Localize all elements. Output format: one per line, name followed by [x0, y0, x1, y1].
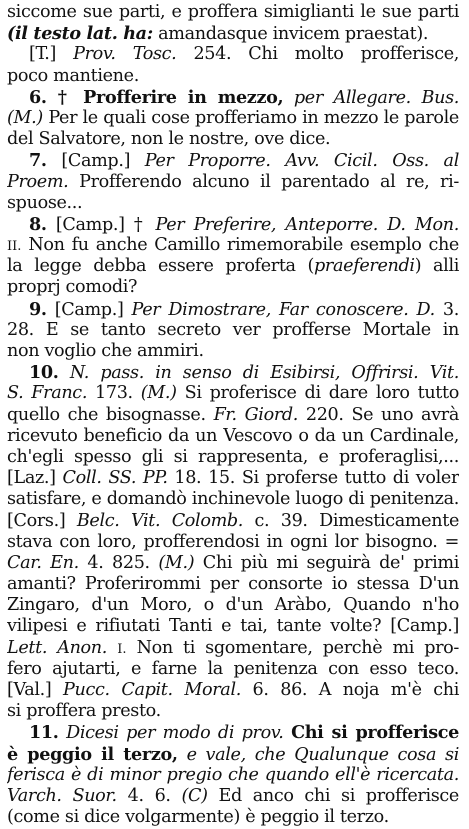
text-line	[7, 172, 459, 193]
text-segment: ferisca è di minor pregio che quando ell'è ricercata.	[7, 764, 459, 785]
text-segment: ) alli	[414, 256, 459, 277]
text-segment: 6. † Profferire in mezzo,	[29, 86, 284, 108]
text-segment: 11.	[29, 722, 59, 744]
text-line	[7, 23, 459, 44]
text-line	[7, 659, 459, 680]
text-segment: vilipesi e rifiutati Tanti e tai, tante volte? [Camp.]	[7, 616, 459, 637]
text-segment: 3.	[434, 299, 459, 320]
text-segment: Coll. SS. PP.	[62, 468, 168, 489]
text-line	[7, 44, 459, 65]
text-segment	[178, 745, 187, 765]
text-line	[7, 108, 459, 129]
text-segment: S. Franc.	[7, 383, 88, 404]
text-line	[7, 2, 459, 23]
text-segment: (M.)	[7, 107, 43, 128]
text-segment: 6. 86. A noja m'è chi	[240, 680, 459, 700]
text-segment: Fr. Giord.	[213, 404, 299, 425]
text-line	[7, 595, 459, 616]
text-line	[7, 383, 459, 404]
text-line	[7, 807, 459, 828]
text-segment: II.	[7, 239, 22, 255]
text-segment: Per Dimostrare, Far conoscere. D.	[131, 299, 435, 320]
text-segment: Chi più mi seguirà de' primi	[194, 552, 459, 573]
text-line	[7, 405, 459, 426]
text-segment: si proffera presto.	[7, 701, 161, 722]
text-line	[7, 616, 459, 637]
text-segment: Car. En.	[7, 552, 79, 573]
text-segment: c. 39. Dimesticamente	[243, 510, 459, 531]
text-segment: 4. 825.	[78, 552, 159, 573]
text-segment: 10.	[29, 362, 59, 384]
text-segment: 220. Se uno avrà	[298, 404, 459, 425]
text-segment: ricevuto beneficio da un Vescovo o da un Cardinale,	[7, 425, 459, 446]
text-segment	[283, 88, 294, 108]
text-line	[7, 66, 459, 87]
text-line	[7, 722, 459, 743]
text-segment: amandasque invicem praestat).	[152, 24, 429, 45]
text-segment	[284, 723, 292, 743]
text-segment: la legge debba essere proferta (	[7, 256, 315, 277]
text-line	[7, 277, 459, 298]
text-segment: [Camp.]	[46, 299, 132, 320]
text-segment: e vale, che Qualunque cosa si	[186, 744, 459, 765]
text-segment: Prov. Tosc.	[73, 44, 177, 65]
text-line	[7, 320, 459, 341]
text-line	[7, 256, 459, 277]
text-segment: [T.]	[29, 44, 74, 65]
text-line	[7, 468, 459, 489]
text-segment: fero ajutarti, e farne la penitenza con esso teco.	[7, 658, 459, 679]
text-segment	[107, 638, 117, 658]
text-line	[7, 765, 459, 786]
text-line	[7, 235, 459, 256]
text-line	[7, 786, 459, 807]
text-line	[7, 574, 459, 595]
text-segment: [Laz.]	[7, 468, 63, 489]
text-segment: 8.	[29, 213, 47, 235]
text-segment: è peggio il terzo,	[7, 743, 178, 765]
text-segment: 254. Chi molto profferisce,	[176, 44, 459, 65]
text-line	[7, 511, 459, 532]
text-segment: quello che bisognasse.	[7, 404, 214, 425]
text-segment: (M.)	[140, 383, 177, 404]
text-segment: Chi si profferisce	[291, 722, 459, 744]
text-line	[7, 680, 459, 701]
text-line	[7, 701, 459, 722]
text-segment: Ed anco chi si profferisce	[207, 785, 459, 806]
text-line	[7, 150, 459, 171]
text-segment: Per le quali cose profferiamo in mezzo le parole	[42, 107, 459, 128]
text-segment: 4. 6.	[116, 785, 182, 806]
text-segment: [Camp.] †	[46, 214, 156, 235]
text-segment: [Cors.]	[7, 510, 77, 531]
text-line	[7, 638, 459, 659]
text-segment: Non ti sgomentare, perchè mi pro-	[126, 637, 459, 658]
text-segment: Varch. Suor.	[7, 785, 117, 806]
text-line	[7, 214, 459, 235]
text-line	[7, 129, 459, 150]
text-segment: proprj comodi?	[7, 277, 138, 298]
text-segment	[59, 363, 70, 383]
text-line	[7, 447, 459, 468]
text-segment: (C)	[181, 785, 208, 806]
text-line	[7, 744, 459, 765]
text-line	[7, 341, 459, 362]
text-line	[7, 489, 459, 510]
text-segment: Lett. Anon.	[7, 637, 108, 658]
text-segment: Per Proporre. Avv. Cicil. Oss. al	[144, 151, 459, 172]
text-segment: satisfare, e domandò inchinevole luogo di penitenza.	[7, 489, 459, 510]
text-line	[7, 426, 459, 447]
text-segment: N. pass. in senso di Esibirsi, Offrirsi. Vit.	[69, 363, 459, 384]
text-segment: [Camp.]	[46, 151, 145, 172]
text-segment: (come si dice volgarmente) è peggio il terzo.	[7, 807, 389, 828]
text-line	[7, 299, 459, 320]
text-segment: poco mantiene.	[7, 65, 139, 86]
text-segment: praeferendi	[314, 256, 415, 277]
text-segment: Per Preferire, Anteporre. D. Mon.	[155, 214, 459, 235]
text-segment: (il testo lat. ha:	[7, 23, 153, 45]
text-segment: non voglio che ammiri.	[7, 341, 204, 361]
text-segment: stava con loro, profferendosi in ogni lor bisogno. =	[7, 531, 459, 552]
text-segment: Zingaro, d'un Moro, o d'un Aràbo, Quando n'ho	[7, 595, 459, 616]
text-segment: Belc. Vit. Colomb.	[76, 510, 244, 531]
text-line	[7, 553, 459, 574]
text-segment: (M.)	[158, 552, 195, 573]
text-segment: Proem.	[7, 171, 69, 192]
text-line	[7, 193, 459, 214]
text-segment: [Val.]	[7, 680, 64, 700]
text-line	[7, 532, 459, 553]
text-segment: I.	[117, 641, 127, 657]
text-segment: ch'egli spesso gli si rappresenta, e proferaglisi,...	[7, 446, 459, 467]
text-segment: Si proferisce di dare loro tutto	[176, 383, 459, 404]
text-line	[7, 87, 459, 108]
text-segment	[59, 723, 67, 743]
text-segment: siccome sue parti, e proffera simiglianti le sue parti	[7, 2, 459, 22]
text-segment: del Salvatore, non le nostre, ove dice.	[7, 129, 331, 150]
text-segment: Non fu anche Camillo rimemorabile esemplo che	[21, 235, 459, 256]
text-segment: 28. E se tanto secreto ver profferse Mortale in	[7, 319, 459, 340]
text-segment: 173.	[87, 383, 141, 404]
text-segment: 7.	[29, 150, 47, 172]
text-segment: spuose...	[7, 192, 83, 213]
text-segment: 9.	[29, 298, 47, 320]
text-line	[7, 362, 459, 383]
text-segment: 18. 15. Si proferse tutto di voler	[167, 468, 459, 489]
text-segment: Dicesi per modo di prov.	[66, 723, 284, 744]
text-segment: Profferendo alcuno il parentado al re, ri-	[68, 171, 459, 192]
text-segment: amanti? Proferirommi per consorte io stessa D'un	[7, 574, 459, 595]
text-segment: Pucc. Capit. Moral.	[63, 680, 241, 700]
text-segment: per Allegare. Bus.	[293, 87, 459, 108]
